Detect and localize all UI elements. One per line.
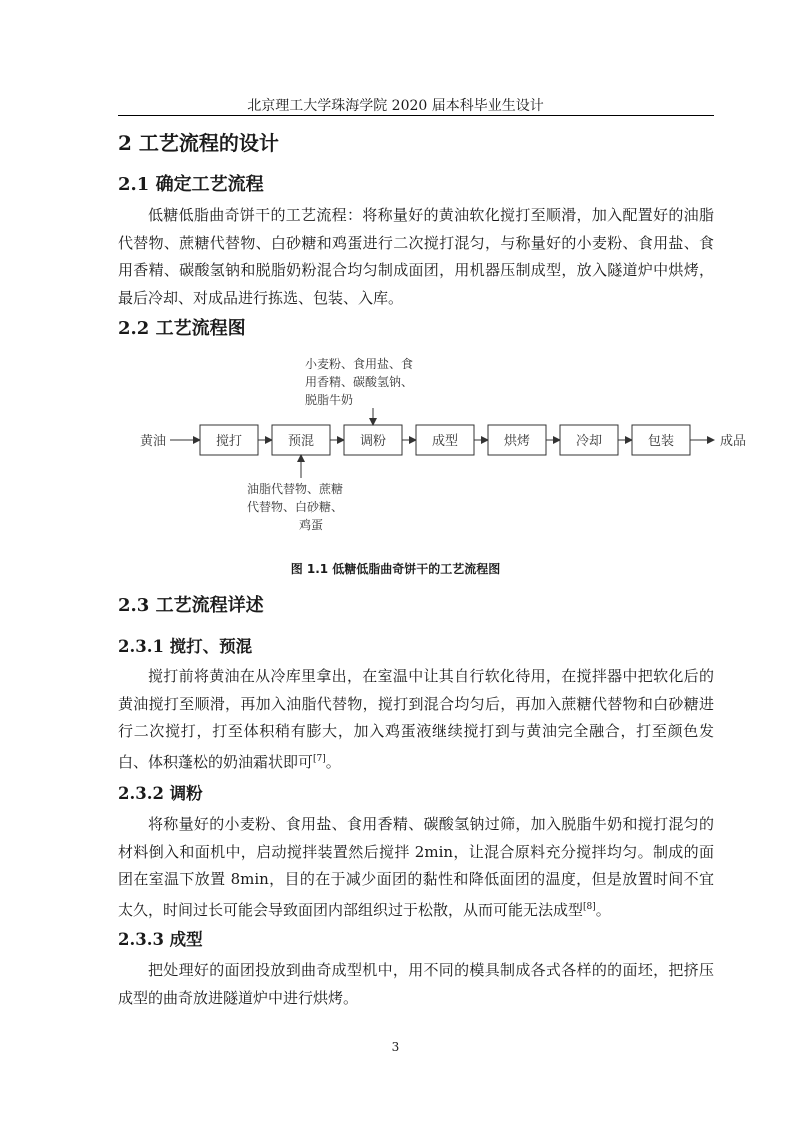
flow-bottom-note-line: 鸡蛋 (298, 518, 324, 532)
paragraph-2-3-2 (118, 811, 714, 924)
citation-ref: [7] (313, 753, 326, 764)
heading-section-2-3-3: 2.3.3 成型 (118, 930, 203, 949)
process-flow-diagram (118, 350, 747, 540)
flow-step-label: 烘烤 (503, 434, 531, 449)
paragraph-text: 将称量好的小麦粉、食用盐、食用香精、碳酸氢钠过筛，加入脱脂牛奶和搅打混匀的材料倒入和面机中，启动搅拌装置然后搅拌 2min，让混合原料充分搅拌均匀。制成的面团在室温下放置 8min，目的在于减少面团的黏性和降低面团的温度，但是放置时间不宜太久，时间过长可能会导致面团内部组织过于松散，从而可能无法成型 (118, 815, 714, 919)
flow-step-label: 冷却 (575, 434, 603, 449)
heading-section-2-1: 2.1 确定工艺流程 (118, 174, 264, 195)
flow-step-label: 调粉 (359, 434, 387, 449)
paragraph-2-1: 低糖低脂曲奇饼干的工艺流程：将称量好的黄油软化搅打至顺滑，加入配置好的油脂代替物、蔗糖代替物、白砂糖和鸡蛋进行二次搅打混匀，与称量好的小麦粉、食用盐、食用香精、碳酸氢钠和脱脂奶粉混合均匀制成面团，用机器压制成型，放入隧道炉中烘烤，最后冷却、对成品进行拣选、包装、入库。 (118, 206, 714, 307)
heading-section-2-3-2: 2.3.2 调粉 (118, 784, 203, 803)
citation-ref: [8] (583, 901, 596, 912)
page-number: 3 (391, 1040, 400, 1054)
figure-caption: 图 1.1 低糖低脂曲奇饼干的工艺流程图 (290, 562, 501, 576)
paragraph-end: 。 (325, 752, 341, 771)
paragraph-2-3-1 (118, 663, 714, 776)
heading-section-2: 2 工艺流程的设计 (118, 131, 279, 155)
flow-step-label: 搅打 (215, 434, 243, 449)
flow-output-label: 成品 (720, 434, 747, 449)
flow-step-label: 包装 (647, 434, 675, 449)
paragraph-end: 。 (595, 900, 611, 919)
heading-section-2-2: 2.2 工艺流程图 (118, 318, 246, 339)
heading-section-2-3-1: 2.3.1 搅打、预混 (118, 637, 253, 656)
flow-top-note-line: 小麦粉、食用盐、食 (305, 357, 414, 371)
flow-step-label: 成型 (431, 434, 459, 449)
flow-input-label: 黄油 (140, 434, 167, 449)
paragraph-2-3-3: 把处理好的面团投放到曲奇成型机中，用不同的模具制成各式各样的的面坯，把挤压成型的曲奇放进隧道炉中进行烘烤。 (118, 961, 714, 1007)
flow-bottom-note-line: 代替物、白砂糖、 (247, 500, 344, 514)
flow-top-note-line: 用香精、碳酸氢钠、 (305, 375, 414, 389)
flow-bottom-note-line: 油脂代替物、蔗糖 (247, 482, 344, 496)
flow-step-label: 预混 (287, 434, 315, 449)
heading-section-2-3: 2.3 工艺流程详述 (118, 595, 264, 616)
header-rule (118, 115, 714, 116)
page-header: 北京理工大学珠海学院 2020 届本科毕业生设计 (247, 98, 544, 114)
flow-top-note-line: 脱脂牛奶 (305, 393, 354, 407)
paragraph-text: 搅打前将黄油在从冷库里拿出，在室温中让其自行软化待用，在搅拌器中把软化后的黄油搅打至顺滑，再加入油脂代替物，搅打到混合均匀后，再加入蔗糖代替物和白砂糖进行二次搅打，打至体积稍有膨大，加入鸡蛋液继续搅打到与黄油完全融合，打至颜色发白、体积蓬松的奶油霜状即可 (118, 667, 714, 771)
